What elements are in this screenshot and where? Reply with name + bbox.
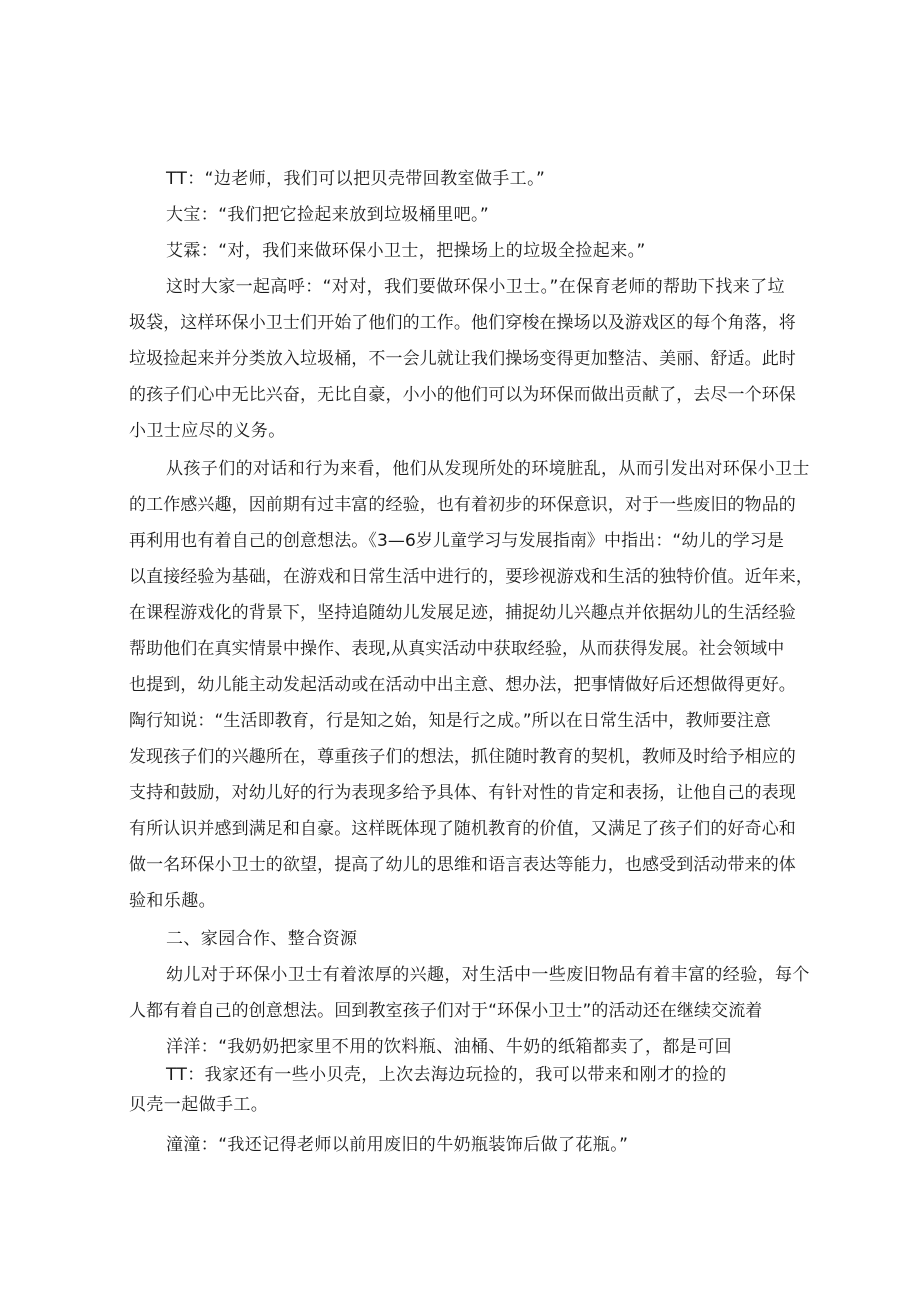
paragraph-2-line-11: 有所认识并感到满足和自豪。这样既体现了随机教育的价值，又满足了孩子们的好奇心和: [129, 819, 796, 839]
paragraph-1-line-5: 小卫士应尽的义务。: [129, 421, 286, 441]
dialogue-dabao: 大宝：“我们把它捡起来放到垃圾桶里吧。”: [166, 205, 490, 225]
paragraph-2-line-10: 支持和鼓励，对幼儿好的行为表现多给予具体、有针对性的肯定和表扬，让他自己的表现: [129, 783, 796, 803]
dialogue-tt-line-2: 贝壳一起做手工。: [129, 1095, 269, 1115]
paragraph-2-line-13: 验和乐趣。: [129, 891, 216, 911]
dialogue-yangyang: 洋洋：“我奶奶把家里不用的饮料瓶、油桶、牛奶的纸箱都卖了，都是可回: [166, 1037, 733, 1057]
paragraph-2-line-5: 在课程游戏化的背景下，坚持追随幼儿发展足迹，捕捉幼儿兴趣点并依据幼儿的生活经验: [129, 603, 796, 623]
dialogue-ailin: 艾霖：“对，我们来做环保小卫士，把操场上的垃圾全捡起来。”: [166, 241, 646, 261]
paragraph-1-line-4: 的孩子们心中无比兴奋，无比自豪，小小的他们可以为环保而做出贡献了，去尽一个环保: [129, 385, 796, 405]
paragraph-2-line-12: 做一名环保小卫士的欲望，提高了幼儿的思维和语言表达等能力，也感受到活动带来的体: [129, 855, 796, 875]
paragraph-2-line-2: 的工作感兴趣，因前期有过丰富的经验，也有着初步的环保意识，对于一些废旧的物品的: [129, 495, 796, 515]
dialogue-tt-line-1: TT：我家还有一些小贝壳，上次去海边玩捡的，我可以带来和刚才的捡的: [166, 1065, 727, 1085]
paragraph-2-line-7: 也提到，幼儿能主动发起活动或在活动中出主意、想办法，把事情做好后还想做得更好。: [129, 675, 796, 695]
section-heading-2: 二、家园合作、整合资源: [166, 929, 358, 949]
paragraph-2-line-8: 陶行知说：“生活即教育，行是知之始，知是行之成。”所以在日常生活中，教师要注意: [129, 711, 772, 731]
paragraph-1-line-3: 垃圾捡起来并分类放入垃圾桶，不一会儿就让我们操场变得更加整洁、美丽、舒适。此时: [129, 349, 796, 369]
dialogue-tongtong: 潼潼：“我还记得老师以前用废旧的牛奶瓶装饰后做了花瓶。”: [166, 1135, 629, 1155]
paragraph-2-line-1: 从孩子们的对话和行为来看，他们从发现所处的环境脏乱，从而引发出对环保小卫士: [166, 459, 810, 479]
paragraph-1-line-2: 圾袋，这样环保小卫士们开始了他们的工作。他们穿梭在操场以及游戏区的每个角落，将: [129, 313, 796, 333]
paragraph-3-line-1: 幼儿对于环保小卫士有着浓厚的兴趣，对生活中一些废旧物品有着丰富的经验，每个: [166, 965, 810, 985]
paragraph-1-line-1: 这时大家一起高呼：“对对，我们要做环保小卫士。”在保育老师的帮助下找来了垃: [166, 277, 785, 297]
dialogue-tt-shells: TT：“边老师，我们可以把贝壳带回教室做手工。”: [166, 169, 546, 189]
paragraph-2-line-3: 再利用也有着自己的创意想法。《3—6岁儿童学习与发展指南》中指出：“幼儿的学习是: [129, 531, 784, 551]
paragraph-2-line-9: 发现孩子们的兴趣所在，尊重孩子们的想法，抓住随时教育的契机，教师及时给予相应的: [129, 747, 796, 767]
paragraph-2-line-4: 以直接经验为基础，在游戏和日常生活中进行的，要珍视游戏和生活的独特价值。近年来，: [129, 567, 813, 587]
paragraph-2-line-6: 帮助他们在真实情景中操作、表现,从真实活动中获取经验，从而获得发展。社会领域中: [129, 639, 785, 659]
paragraph-3-line-2: 人都有着自己的创意想法。回到教室孩子们对于“环保小卫士”的活动还在继续交流着: [129, 1001, 763, 1021]
